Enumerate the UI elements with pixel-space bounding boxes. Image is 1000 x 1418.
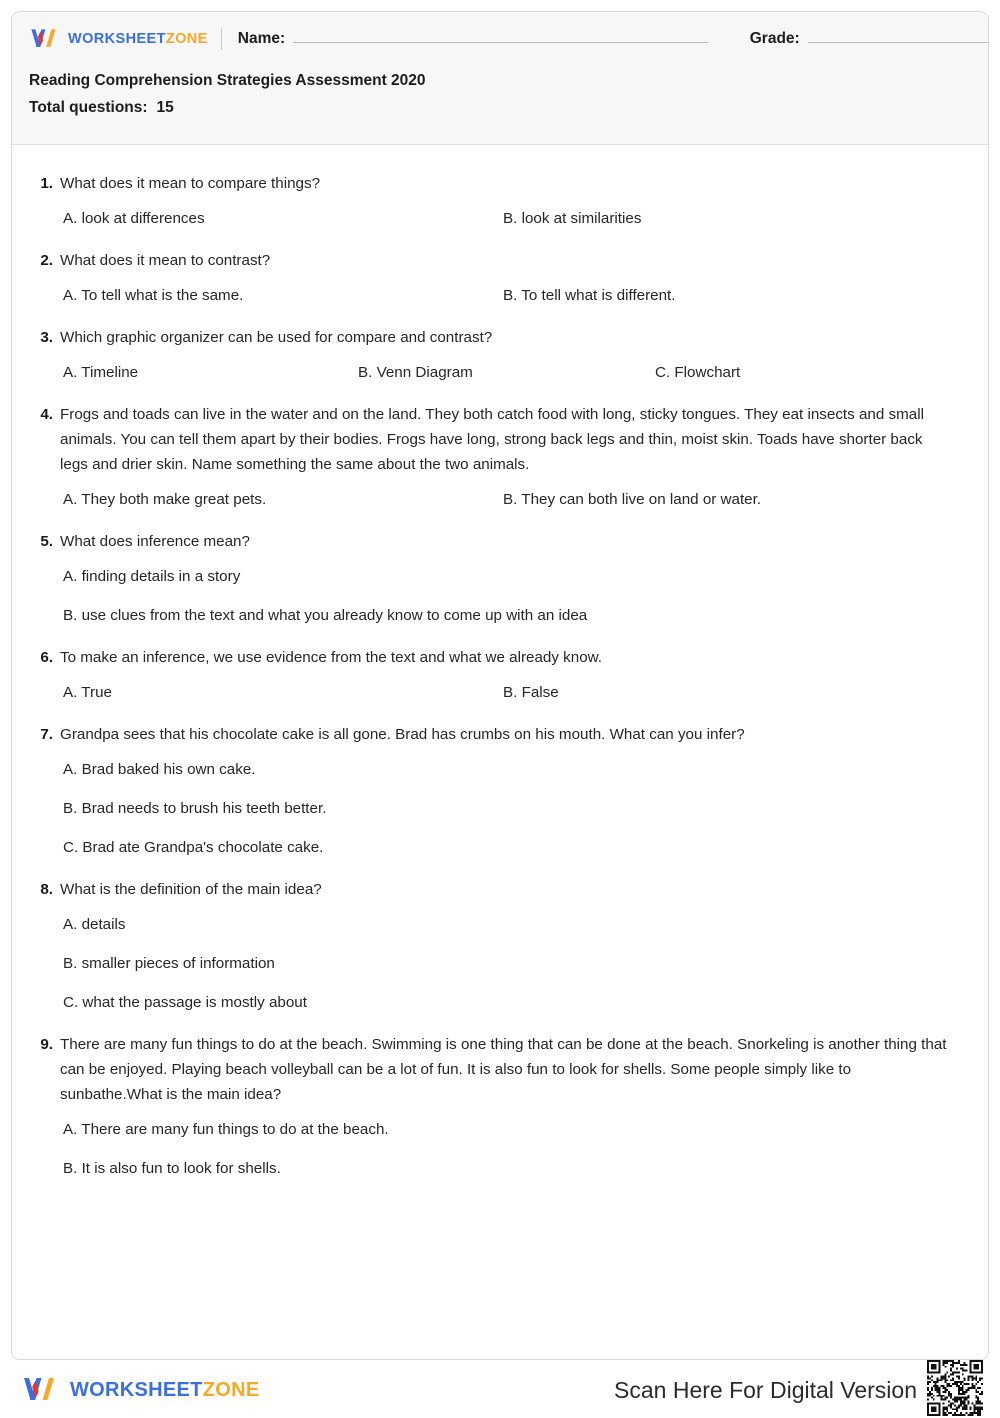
question-text: Frogs and toads can live in the water and on the land. They both catch food with long, sticky tongues. They eat insects and small animals. You can tell them apart by their bodies. Frogs have long, strong back legs and thin, moist skin. Toads have shorter back legs and drier skin. Name something the same about the two animals. (60, 406, 924, 473)
question-text: What does it mean to compare things? (60, 175, 321, 192)
question-item (34, 645, 954, 705)
answer-option[interactable]: C. Brad ate Grandpa's chocolate cake. (63, 839, 324, 856)
question-content (60, 248, 954, 308)
answer-option[interactable]: C. Flowchart (655, 364, 741, 381)
question-text: What is the definition of the main idea? (60, 881, 322, 898)
footer-brand-wordmark (70, 1379, 259, 1402)
worksheet-title: Reading Comprehension Strategies Assessment 2020 (29, 72, 426, 89)
identity-row (12, 12, 988, 66)
answer-option[interactable]: A. To tell what is the same. (63, 287, 244, 304)
answer-options (60, 360, 954, 385)
answer-option[interactable]: A. There are many fun things to do at the beach. (63, 1121, 389, 1138)
answer-option[interactable]: A. look at differences (63, 210, 205, 227)
answer-option[interactable]: A. They both make great pets. (63, 491, 267, 508)
question-item (34, 529, 954, 628)
question-text: Grandpa sees that his chocolate cake is all gone. Brad has crumbs on his mouth. What can you infer? (60, 726, 745, 743)
answer-option[interactable]: B. They can both live on land or water. (503, 491, 762, 508)
question-item (34, 877, 954, 1015)
answer-options (60, 757, 954, 860)
question-item (34, 402, 954, 512)
worksheet-card (11, 11, 989, 1360)
question-content (60, 402, 954, 512)
question-text: To make an inference, we use evidence from the text and what we already know. (60, 649, 602, 666)
answer-option[interactable]: A. Timeline (63, 364, 139, 381)
footer-scan-group (614, 1362, 983, 1418)
questions-list (12, 145, 988, 1208)
question-text: Which graphic organizer can be used for compare and contrast? (60, 329, 493, 346)
question-number: 5. (40, 533, 53, 550)
answer-option[interactable]: B. To tell what is different. (503, 287, 676, 304)
answer-option[interactable]: C. what the passage is mostly about (63, 994, 307, 1011)
question-number: 9. (40, 1036, 53, 1053)
name-input-line[interactable] (293, 30, 708, 43)
name-field-group (238, 30, 708, 48)
answer-options (60, 680, 954, 705)
question-number: 4. (40, 406, 53, 423)
header-divider (221, 28, 222, 50)
question-item (34, 248, 954, 308)
answer-option[interactable]: B. smaller pieces of information (63, 955, 275, 972)
name-label: Name: (237, 30, 286, 47)
answer-option[interactable]: B. Venn Diagram (358, 364, 473, 381)
question-content (60, 325, 954, 385)
header-brand-wordmark (68, 31, 208, 47)
page-footer (11, 1366, 989, 1414)
answer-options (60, 487, 954, 512)
grade-input-line[interactable] (808, 30, 989, 43)
total-questions-line (29, 99, 988, 117)
question-number: 6. (40, 649, 53, 666)
question-content (60, 171, 954, 231)
grade-label: Grade: (749, 30, 800, 47)
question-content (60, 645, 954, 705)
question-content (60, 877, 954, 1015)
title-block (12, 66, 988, 117)
worksheetzone-w-logo-icon (29, 26, 61, 52)
answer-options (60, 283, 954, 308)
question-number: 8. (40, 881, 53, 898)
header-brand-logo (29, 26, 208, 52)
question-text: There are many fun things to do at the beach. Swimming is one thing that can be done at the beach. Snorkeling is another thing that can be enjoyed. Playing beach volleyball can be a lot of fun. It is also fun to look for shells. Some people simply like to sunbathe.What is the main idea? (60, 1036, 947, 1103)
question-item (34, 325, 954, 385)
question-number: 2. (40, 252, 53, 269)
question-number: 7. (40, 726, 53, 743)
answer-options (60, 912, 954, 1015)
answer-option[interactable]: A. Brad baked his own cake. (63, 761, 256, 778)
answer-option[interactable]: B. It is also fun to look for shells. (63, 1160, 281, 1177)
question-text: What does inference mean? (60, 533, 250, 550)
worksheet-header (12, 12, 988, 145)
answer-options (60, 1117, 954, 1181)
question-item (34, 171, 954, 231)
question-content (60, 1032, 954, 1181)
grade-field-group (750, 30, 989, 48)
footer-word-zone: ZONE (202, 1378, 260, 1401)
answer-options (60, 564, 954, 628)
answer-option[interactable]: A. details (63, 916, 126, 933)
footer-word-worksheet: WORKSHEET (70, 1378, 203, 1401)
question-content (60, 722, 954, 860)
question-number: 3. (40, 329, 53, 346)
answer-option[interactable]: A. finding details in a story (63, 568, 241, 585)
answer-option[interactable]: B. use clues from the text and what you already know to come up with an idea (63, 607, 588, 624)
answer-option[interactable]: B. False (503, 684, 559, 701)
question-content (60, 529, 954, 628)
question-item (34, 1032, 954, 1181)
worksheetzone-w-logo-icon (21, 1373, 61, 1407)
answer-option[interactable]: A. True (63, 684, 112, 701)
footer-brand-logo (21, 1373, 259, 1407)
answer-option[interactable]: B. Brad needs to brush his teeth better. (63, 800, 327, 817)
question-text: What does it mean to contrast? (60, 252, 271, 269)
answer-options (60, 206, 954, 231)
scan-prompt-text: Scan Here For Digital Version (614, 1376, 917, 1403)
brand-word-zone: ZONE (165, 31, 208, 47)
total-questions-label: Total questions: (29, 99, 148, 116)
question-item (34, 722, 954, 860)
qr-code-icon[interactable] (927, 1360, 983, 1416)
total-questions-count: 15 (156, 99, 174, 116)
question-number: 1. (40, 175, 53, 192)
brand-word-worksheet: WORKSHEET (68, 31, 166, 47)
answer-option[interactable]: B. look at similarities (503, 210, 642, 227)
